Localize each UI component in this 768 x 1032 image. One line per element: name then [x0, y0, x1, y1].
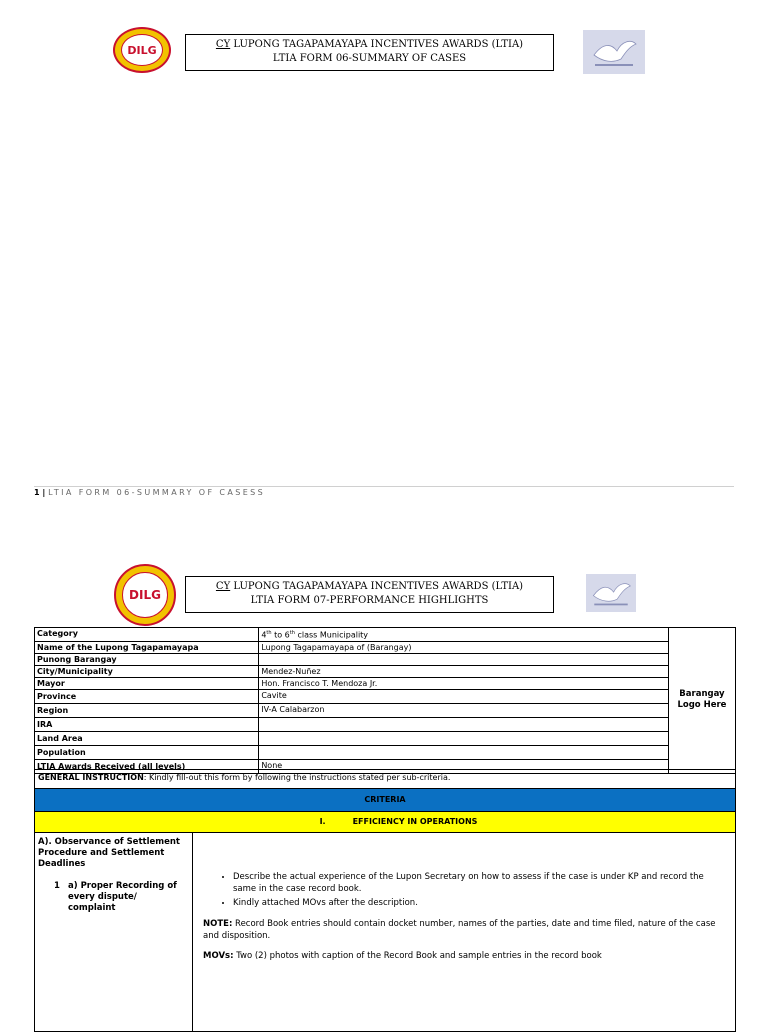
section-efficiency-header: [34, 811, 736, 833]
criterion-row: [34, 832, 736, 1032]
population-label: Population: [35, 745, 259, 759]
criterion-heading: A). Observance of Settlement Procedure and Settlement Deadlines: [38, 837, 180, 869]
general-instruction-text: : Kindly fill-out this form by following the instructions stated per sub-criteria.: [143, 773, 451, 782]
note-label: NOTE:: [203, 919, 233, 929]
population-value: [259, 745, 669, 759]
page-number: 1: [34, 488, 40, 497]
dilg-seal-label: DILG: [122, 572, 168, 618]
table-row: [35, 689, 736, 703]
province-value: Cavite: [259, 689, 669, 703]
lupon-dove-logo-icon: [583, 30, 645, 74]
punong-barangay-value: [259, 653, 669, 665]
table-row: [35, 745, 736, 759]
criterion-item-text: a) Proper Recording of every dispute/ complaint: [68, 881, 177, 913]
page1-footer: [34, 488, 265, 497]
ltia-awards-value: None: [259, 759, 669, 773]
land-area-label: Land Area: [35, 731, 259, 745]
title-rest: LUPONG TAGAPAMAYAPA INCENTIVES AWARDS (LTIA): [230, 581, 524, 592]
page1-footer-divider: [34, 486, 734, 487]
table-row: [35, 731, 736, 745]
table-row: [35, 665, 736, 677]
land-area-value: [259, 731, 669, 745]
footer-text: LTIA FORM 06-SUMMARY OF CASESS: [48, 488, 266, 497]
movs-label: MOVs:: [203, 951, 234, 961]
table-row: [35, 628, 736, 642]
dilg-seal-icon: [113, 27, 171, 73]
section-title: EFFICIENCY IN OPERATIONS: [352, 817, 478, 826]
page2-title: [186, 580, 553, 594]
instruction-list: [203, 871, 723, 909]
dilg-seal-icon: [114, 564, 176, 626]
province-label: Province: [35, 689, 259, 703]
table-row: [35, 641, 736, 653]
title-cy: CY: [215, 581, 231, 592]
ira-value: [259, 717, 669, 731]
city-label: City/Municipality: [35, 665, 259, 677]
mayor-value: Hon. Francisco T. Mendoza Jr.: [259, 677, 669, 689]
general-instruction: [34, 769, 736, 789]
table-row: [35, 703, 736, 717]
punong-barangay-label: Punong Barangay: [35, 653, 259, 665]
category-label: Category: [35, 628, 259, 642]
barangay-logo-placeholder: Barangay Logo Here: [668, 628, 735, 774]
lupon-dove-logo-icon: [586, 574, 636, 612]
movs-paragraph: [203, 950, 723, 962]
page2-title-box: [185, 576, 554, 613]
title-rest: LUPONG TAGAPAMAYAPA INCENTIVES AWARDS (LTIA): [230, 39, 524, 50]
lupon-info-table: [34, 627, 736, 774]
ltia-awards-label: LTIA Awards Received (all levels): [35, 759, 259, 773]
region-label: Region: [35, 703, 259, 717]
lupon-name-label: Name of the Lupong Tagapamayapa: [35, 641, 259, 653]
page2-subtitle: LTIA FORM 07-PERFORMANCE HIGHLIGHTS: [250, 595, 489, 606]
page1-title: [186, 38, 553, 52]
list-item: • Kindly attached MOvs after the description.: [233, 897, 723, 909]
table-row: [35, 653, 736, 665]
table-row: [35, 677, 736, 689]
mayor-label: Mayor: [35, 677, 259, 689]
criterion-item: [38, 881, 189, 914]
note-text: Record Book entries should contain docket number, names of the parties, date and time filed, nature of the case and disposition.: [203, 919, 716, 941]
table-row: [35, 717, 736, 731]
city-value: Mendez-Nuñez: [259, 665, 669, 677]
title-cy: CY: [215, 39, 231, 50]
lupon-name-value: Lupong Tagapamayapa of (Barangay): [259, 641, 669, 653]
list-item: • Describe the actual experience of the Lupon Secretary on how to assess if the case is under KP and record the same in the case record book.: [233, 871, 723, 895]
criterion-left-cell: [35, 833, 193, 1031]
footer-separator: |: [39, 488, 49, 497]
criterion-right-cell: [199, 871, 731, 962]
dilg-seal-label: DILG: [121, 34, 163, 66]
category-value: 4th to 6th class Municipality: [259, 628, 669, 642]
general-instruction-label: GENERAL INSTRUCTION: [38, 773, 144, 782]
ira-label: IRA: [35, 717, 259, 731]
note-paragraph: [203, 918, 723, 942]
section-number: I.: [319, 817, 326, 826]
page1-title-box: [185, 34, 554, 71]
criterion-item-number: 1: [54, 881, 60, 891]
movs-text: Two (2) photos with caption of the Record Book and sample entries in the record book: [233, 951, 602, 961]
page1-subtitle: LTIA FORM 06-SUMMARY OF CASES: [272, 53, 467, 64]
criteria-header: CRITERIA: [34, 788, 736, 812]
region-value: IV-A Calabarzon: [259, 703, 669, 717]
